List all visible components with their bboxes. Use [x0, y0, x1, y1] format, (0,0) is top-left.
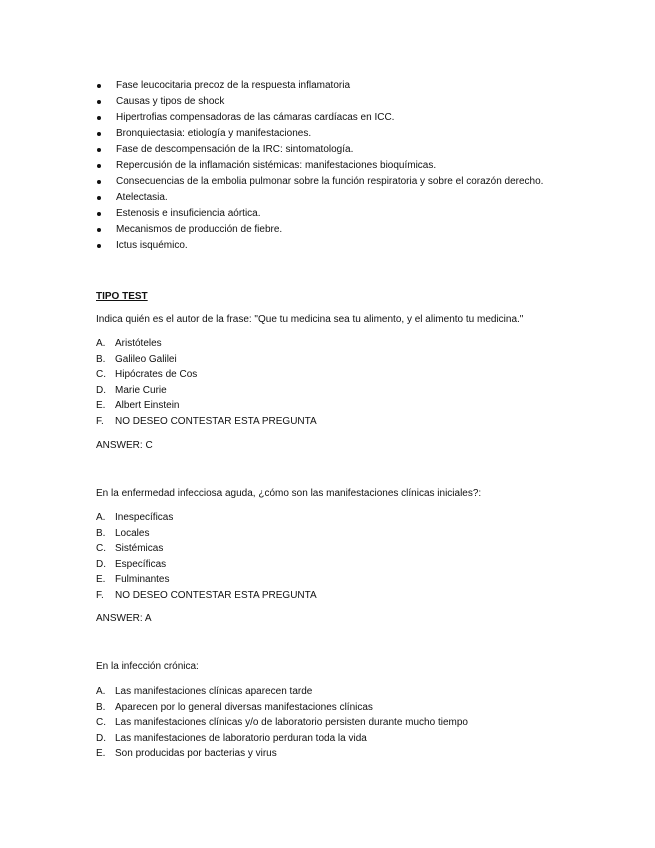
topic-item: Consecuencias de la embolia pulmonar sobre la función respiratoria y sobre el corazón derecho. [96, 175, 543, 191]
topic-item: Estenosis e insuficiencia aórtica. [96, 207, 543, 223]
topic-item: Atelectasia. [96, 191, 543, 207]
option-item: D. Las manifestaciones de laboratorio perduran toda la vida [96, 732, 367, 744]
option-item: F. NO DESEO CONTESTAR ESTA PREGUNTA [96, 589, 317, 601]
topic-item: Fase de descompensación de la IRC: sintomatología. [96, 143, 543, 159]
section-title: TIPO TEST [96, 291, 148, 302]
option-item: B. Locales [96, 527, 150, 539]
option-item: A. Inespecíficas [96, 512, 174, 523]
bullet-icon [97, 212, 101, 216]
question-text: Indica quién es el autor de la frase: "Que tu medicina sea tu alimento, y el alimento tu medicina." [96, 314, 524, 325]
bullet-icon [97, 132, 101, 136]
option-item: F. NO DESEO CONTESTAR ESTA PREGUNTA [96, 415, 317, 427]
topic-item: Ictus isquémico. [96, 239, 543, 255]
option-item: E. Son producidas por bacterias y virus [96, 748, 277, 760]
topic-item: Causas y tipos de shock [96, 95, 543, 111]
bullet-icon [97, 84, 101, 88]
option-item: A. Las manifestaciones clínicas aparecen tarde [96, 686, 313, 697]
option-item: C. Hipócrates de Cos [96, 369, 198, 381]
question-options [96, 511, 317, 605]
bullet-icon [97, 196, 101, 200]
bullet-icon [97, 148, 101, 152]
bullet-icon [97, 180, 101, 184]
question-text: En la enfermedad infecciosa aguda, ¿cómo son las manifestaciones clínicas iniciales?: [96, 488, 482, 499]
topic-item: Hipertrofias compensadoras de las cámaras cardíacas en ICC. [96, 111, 543, 127]
bullet-icon [97, 244, 101, 248]
answer-text: ANSWER: A [96, 613, 152, 624]
option-item: A. Aristóteles [96, 338, 162, 349]
topic-item: Mecanismos de producción de fiebre. [96, 223, 543, 239]
topic-list [96, 79, 543, 255]
option-item: E. Albert Einstein [96, 400, 180, 412]
question-options [96, 337, 317, 431]
bullet-icon [97, 116, 101, 120]
question-text: En la infección crónica: [96, 661, 199, 672]
bullet-icon [97, 228, 101, 232]
option-item: D. Específicas [96, 558, 167, 570]
topic-item: Fase leucocitaria precoz de la respuesta inflamatoria [96, 79, 543, 95]
bullet-icon [97, 164, 101, 168]
bullet-icon [97, 100, 101, 104]
option-item: D. Marie Curie [96, 384, 167, 396]
question-options [96, 685, 468, 763]
topic-item: Repercusión de la inflamación sistémicas: manifestaciones bioquímicas. [96, 159, 543, 175]
topic-item: Bronquiectasia: etiología y manifestaciones. [96, 127, 543, 143]
option-item: B. Aparecen por lo general diversas manifestaciones clínicas [96, 701, 373, 713]
option-item: B. Galileo Galilei [96, 353, 177, 365]
option-item: E. Fulminantes [96, 574, 170, 586]
answer-text: ANSWER: C [96, 440, 153, 451]
option-item: C. Sistémicas [96, 543, 164, 555]
option-item: C. Las manifestaciones clínicas y/o de laboratorio persisten durante mucho tiempo [96, 717, 468, 729]
